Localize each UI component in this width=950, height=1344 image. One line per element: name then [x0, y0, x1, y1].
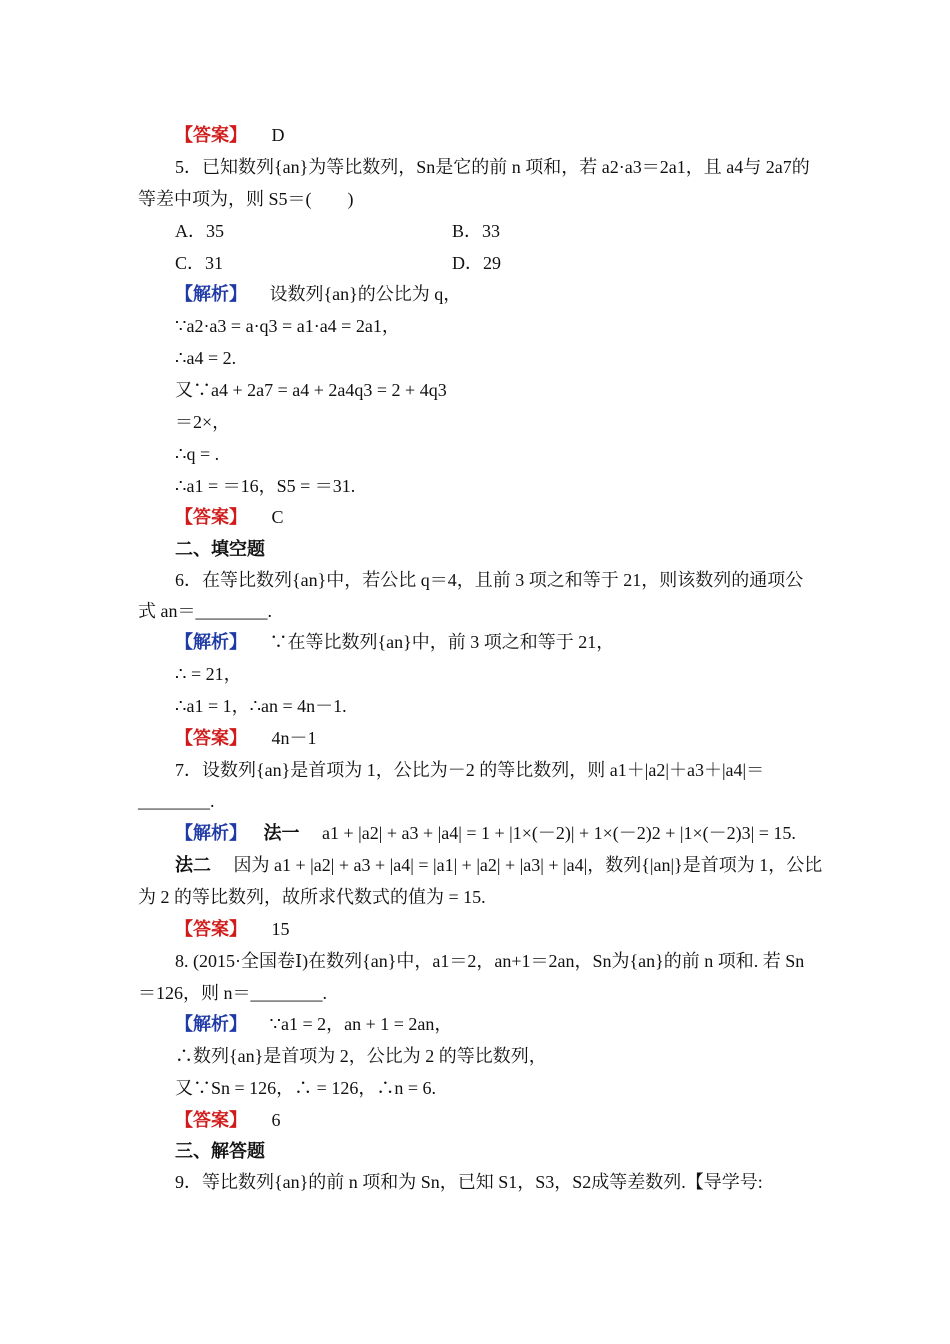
q6-analysis-text: ∵在等比数列{an}中，前 3 项之和等于 21，	[269, 632, 615, 652]
q7-method1-line	[175, 821, 796, 845]
q5-analysis-line5: ＝2×，	[175, 412, 231, 432]
analysis-tag: 【解析】	[175, 284, 247, 304]
q7-stem-line1: 7．设数列{an}是首项为 1，公比为－2 的等比数列，则 a1＋|a2|＋a3＋|a4|＝	[175, 760, 765, 780]
q5-analysis-line4: 又∵a4 + 2a7 = a4 + 2a4q3 = 2 + 4q3	[175, 380, 447, 400]
q6-analysis-line1	[175, 630, 614, 654]
q8-stem-line2: ＝126，则 n＝________.	[138, 983, 327, 1003]
q5-stem-line2: 等差中项为，则 S5＝( )	[138, 189, 354, 209]
q7-method2-text: 因为 a1 + |a2| + a3 + |a4| = |a1| + |a2| + |a3| + |a4|，数列{|an|}是首项为 1，公比	[233, 855, 823, 875]
answer-tag: 【答案】	[175, 507, 247, 527]
answer-tag: 【答案】	[175, 125, 247, 145]
q8-analysis-line3: 又∵Sn = 126，∴ = 126，∴n = 6.	[175, 1078, 436, 1098]
q7-method1-text: a1 + |a2| + a3 + |a4| = 1 + |1×(－2)| + 1×(－2)2 + |1×(－2)3| = 15.	[322, 823, 796, 843]
q7-answer-line	[175, 917, 290, 941]
q5-option-c: C．31	[175, 253, 224, 273]
q5-answer: C	[271, 507, 284, 527]
q6-stem-line1: 6．在等比数列{an}中，若公比 q＝4，且前 3 项之和等于 21，则该数列的通项公	[175, 570, 804, 590]
q5-option-a: A．35	[175, 221, 224, 241]
q8-analysis-text: ∵a1 = 2，an + 1 = 2an，	[269, 1014, 453, 1034]
q8-answer: 6	[271, 1110, 281, 1130]
q8-analysis-line1	[175, 1012, 452, 1036]
q4-answer-line	[175, 123, 285, 147]
q5-option-b: B．33	[452, 221, 501, 241]
analysis-tag: 【解析】	[175, 1014, 247, 1034]
q7-method2-line2: 为 2 的等比数列，故所求代数式的值为 = 15.	[138, 887, 486, 907]
q7-answer: 15	[271, 919, 290, 939]
q5-analysis-line7: ∴a1 = ＝16，S5 = ＝31.	[175, 476, 356, 496]
analysis-tag: 【解析】	[175, 823, 247, 843]
q5-analysis-line2: ∵a2·a3 = a·q3 = a1·a4 = 2a1，	[175, 316, 400, 336]
section2-title: 二、填空题	[175, 539, 265, 559]
q5-option-d: D．29	[452, 253, 501, 273]
q7-method2-label: 法二	[175, 855, 211, 875]
q8-analysis-line2: ∴数列{an}是首项为 2，公比为 2 的等比数列，	[175, 1046, 547, 1066]
q6-stem-line2: 式 an＝________.	[138, 601, 272, 621]
q5-stem-line1: 5．已知数列{an}为等比数列，Sn是它的前 n 项和，若 a2·a3＝2a1，且 a4与 2a7的	[175, 157, 810, 177]
q5-answer-line	[175, 505, 284, 529]
q4-answer: D	[271, 125, 285, 145]
q7-method1-label: 法一	[263, 823, 300, 843]
q7-stem-line2: ________.	[138, 791, 215, 811]
q6-analysis-line3: ∴a1 = 1，∴an = 4n－1.	[175, 696, 347, 716]
analysis-tag: 【解析】	[175, 632, 247, 652]
answer-tag: 【答案】	[175, 919, 247, 939]
q9-stem-line1: 9．等比数列{an}的前 n 项和为 Sn，已知 S1，S3，S2成等差数列.【导学号:	[175, 1172, 763, 1192]
q6-answer: 4n－1	[271, 728, 317, 748]
q7-method2-line1	[175, 853, 822, 877]
answer-tag: 【答案】	[175, 1110, 247, 1130]
q5-analysis-line6: ∴q = .	[175, 444, 220, 464]
section3-title: 三、解答题	[175, 1141, 265, 1161]
q6-analysis-line2: ∴ = 21，	[175, 664, 242, 684]
answer-tag: 【答案】	[175, 728, 247, 748]
q8-stem-line1: 8. (2015·全国卷Ⅰ)在数列{an}中，a1＝2，an+1＝2an，Sn为{an}的前 n 项和. 若 Sn	[175, 951, 805, 971]
q8-answer-line	[175, 1108, 281, 1132]
q5-analysis-text: 设数列{an}的公比为 q，	[269, 284, 462, 304]
q6-answer-line	[175, 726, 317, 750]
q5-analysis-line1	[175, 282, 461, 306]
q5-analysis-line3: ∴a4 = 2.	[175, 348, 237, 368]
